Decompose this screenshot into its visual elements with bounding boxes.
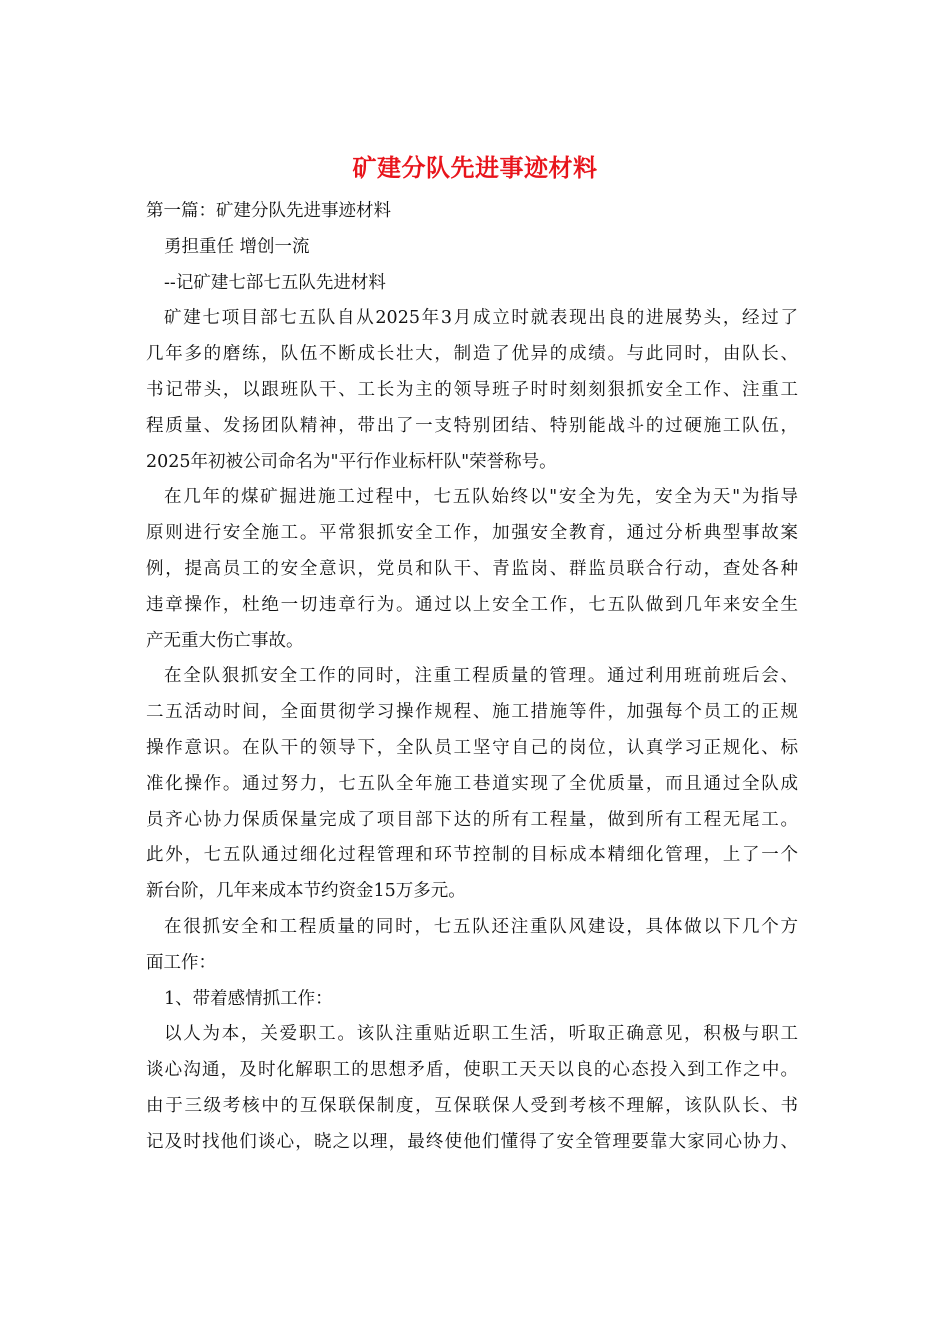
text-line: 书记带头，以跟班队干、工长为主的领导班子时时刻刻狠抓安全工作、注重工 bbox=[146, 379, 798, 400]
text-line: 准化操作。通过努力，七五队全年施工巷道实现了全优质量，而且通过全队成 bbox=[146, 773, 798, 794]
text-line: 操作意识。在队干的领导下，全队员工坚守自己的岗位，认真学习正规化、标 bbox=[146, 737, 798, 758]
document-title: 矿建分队先进事迹材料 bbox=[352, 154, 598, 182]
text-line: 二五活动时间，全面贯彻学习操作规程、施工措施等件，加强每个员工的正规 bbox=[146, 702, 798, 723]
text-line: 以人为本，关爱职工。该队注重贴近职工生活，听取正确意见，积极与职工 bbox=[164, 1024, 798, 1045]
text-line: 员齐心协力保质保量完成了项目部下达的所有工程量，做到所有工程无尾工。 bbox=[146, 809, 798, 830]
text-line: 面工作： bbox=[146, 952, 216, 973]
text-line: 谈心沟通，及时化解职工的思想矛盾，使职工天天以良的心态投入到工作之中。 bbox=[146, 1060, 798, 1081]
text-line: 此外，七五队通过细化过程管理和环节控制的目标成本精细化管理，上了一个 bbox=[146, 845, 798, 866]
text-line: 程质量、发扬团队精神，带出了一支特别团结、特别能战斗的过硬施工队伍， bbox=[146, 415, 798, 436]
text-line: 2025年初被公司命名为"平行作业标杆队"荣誉称号。 bbox=[146, 451, 557, 472]
text-line: 勇担重任 增创一流 bbox=[164, 236, 310, 257]
text-line: 记及时找他们谈心，晓之以理，最终使他们懂得了安全管理要靠大家同心协力、 bbox=[146, 1131, 798, 1152]
text-line: 新台阶，几年来成本节约资金15万多元。 bbox=[146, 881, 466, 902]
text-line: 原则进行安全施工。平常狠抓安全工作，加强安全教育，通过分析典型事故案 bbox=[146, 523, 798, 544]
text-line: 例，提高员工的安全意识，党员和队干、青监岗、群监员联合行动，查处各种 bbox=[146, 558, 798, 579]
text-line: 第一篇：矿建分队先进事迹材料 bbox=[146, 201, 391, 221]
text-line: 产无重大伤亡事故。 bbox=[146, 630, 304, 651]
text-line: 在全队狠抓安全工作的同时，注重工程质量的管理。通过利用班前班后会、 bbox=[164, 666, 798, 687]
document-body bbox=[146, 194, 798, 1161]
text-line: --记矿建七部七五队先进材料 bbox=[164, 272, 386, 293]
text-line: 在很抓安全和工程质量的同时，七五队还注重队风建设，具体做以下几个方 bbox=[164, 916, 798, 937]
text-line: 1、带着感情抓工作： bbox=[164, 988, 333, 1009]
text-line: 违章操作，杜绝一切违章行为。通过以上安全工作，七五队做到几年来安全生 bbox=[146, 594, 798, 615]
text-line: 在几年的煤矿掘进施工过程中，七五队始终以"安全为先，安全为天"为指导 bbox=[164, 487, 798, 508]
text-line: 矿建七项目部七五队自从2025年3月成立时就表现出良的进展势头，经过了 bbox=[164, 308, 798, 329]
text-line: 由于三级考核中的互保联保制度，互保联保人受到考核不理解，该队队长、书 bbox=[146, 1095, 798, 1116]
text-line: 几年多的磨练，队伍不断成长壮大，制造了优异的成绩。与此同时，由队长、 bbox=[146, 344, 798, 365]
